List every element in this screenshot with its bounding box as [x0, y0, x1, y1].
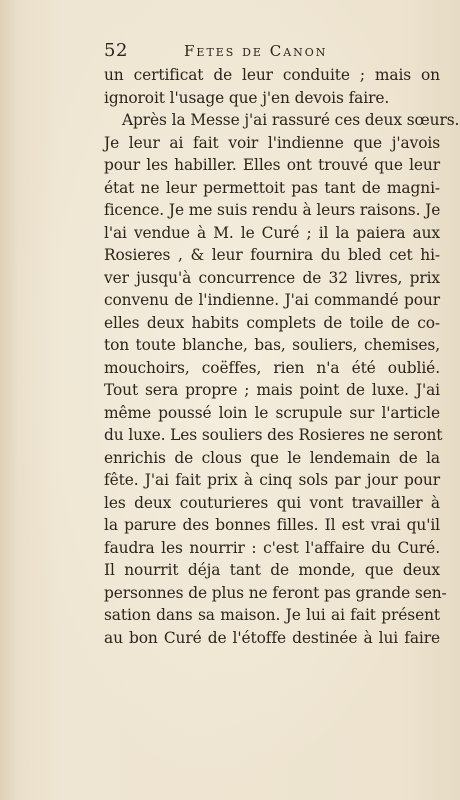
- text-line: enrichis de clous que le lendemain de la: [104, 448, 440, 467]
- body-text: [104, 64, 460, 649]
- text-line: du luxe. Les souliers des Rosieres ne seront: [104, 426, 443, 444]
- text-line: un certificat de leur conduite ; mais on: [104, 66, 440, 84]
- text-line: pour les habiller. Elles ont trouvé que leur: [104, 156, 440, 174]
- text-line: au bon Curé de l'étoffe destinée à lui faire: [104, 628, 440, 647]
- text-line: faudra les nourrir : c'est l'affaire du Curé.: [104, 538, 440, 557]
- text-line: ver jusqu'à concurrence de 32 livres, prix: [104, 268, 440, 287]
- text-line: mouchoirs, coëffes, rien n'a été oublié.: [104, 358, 440, 377]
- text-line: Après la Messe j'ai rassuré ces deux sœurs.: [122, 111, 460, 129]
- text-line: sation dans sa maison. Je lui ai fait présent: [104, 606, 440, 624]
- page-number: 52: [104, 40, 128, 61]
- text-line: fête. J'ai fait prix à cinq sols par jour pour: [104, 471, 440, 489]
- text-line: ficence. Je me suis rendu à leurs raisons. Je: [104, 201, 441, 219]
- text-line: les deux couturieres qui vont travailler à: [104, 493, 440, 512]
- text-line: elles deux habits complets de toile de co-: [104, 313, 440, 332]
- text-line: Il nourrit déja tant de monde, que deux: [104, 561, 440, 579]
- text-line: Je leur ai fait voir l'indienne que j'avois: [104, 133, 440, 152]
- text-line: convenu de l'indienne. J'ai commandé pour: [104, 291, 440, 309]
- text-line: ignoroit l'usage que j'en devois faire.: [104, 88, 390, 107]
- text-line: même poussé loin le scrupule sur l'article: [104, 403, 440, 422]
- text-line: Tout sera propre ; mais point de luxe. J'ai: [104, 381, 440, 399]
- text-line: Rosieres , & leur fournira du bled cet hi-: [104, 246, 440, 264]
- text-line: la parure des bonnes filles. Il est vrai qu'il: [104, 516, 440, 534]
- text-line: l'ai vendue à M. le Curé ; il la paiera aux: [104, 223, 440, 242]
- text-line: état ne leur permettoit pas tant de magni-: [104, 178, 440, 197]
- page-header: [104, 40, 440, 64]
- running-title: Fetes de Canon: [184, 42, 328, 60]
- text-line: ton toute blanche, bas, souliers, chemises,: [104, 336, 440, 354]
- text-line: personnes de plus ne feront pas grande sen-: [104, 583, 447, 602]
